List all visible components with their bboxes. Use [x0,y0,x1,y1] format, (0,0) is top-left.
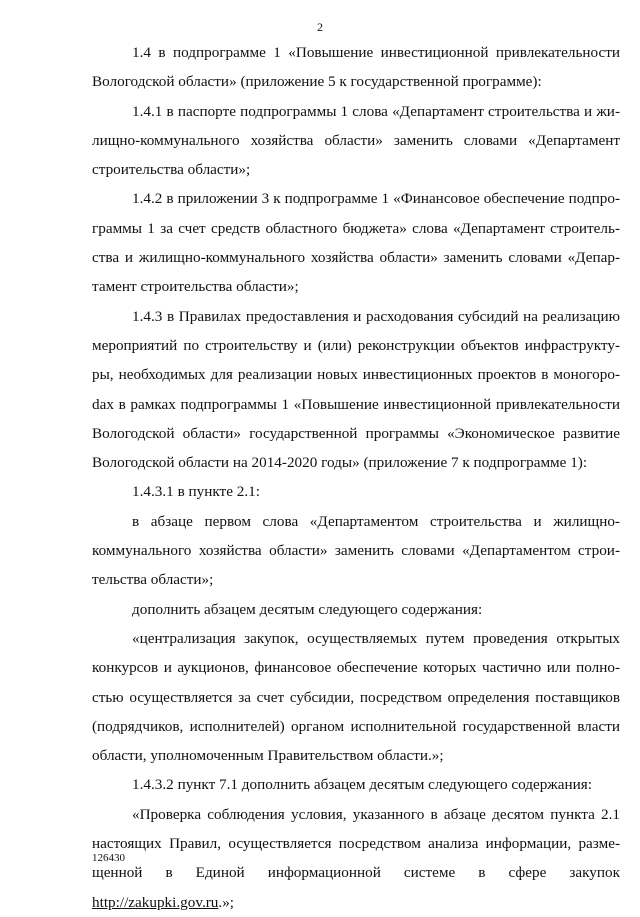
zakupki-link[interactable]: http://zakupki.gov.ru [92,893,219,911]
paragraph-centralization-quote: «централизация закупок, осуществляемых путем проведения открытых конкурсов и аукционов, финансовое обеспечение которых частично или полностью осуществляется за счет субсидии, посредством определения поставщиков (подрядчиков, исполнителей) органом исполнительной государственной власти области, уполномоченным Правительством области.»; [92,629,620,765]
verification-text: «Проверка соблюдения условия, указанного в абзаце десятом пункта 2.1 настоящих Правил, осуществляется посредством анализа информации, размещенной в Единой информационной системе в сфере закупок [92,805,620,882]
paragraph-1-4-1: 1.4.1 в паспорте подпрограммы 1 слова «Департамент строительства и жилищно-коммунального хозяйства области» заменить словами «Департамент строительства области»; [92,102,620,179]
document-code: 126430 [92,852,125,864]
document-body [92,38,620,917]
verification-text-end: .»; [218,893,235,911]
paragraph-first-abzac: в абзаце первом слова «Департаментом строительства и жилищно-коммунального хозяйства области» заменить словами «Департаментом строительства области»; [92,512,620,589]
paragraph-verification-quote [92,800,620,917]
paragraph-1-4-3-1: 1.4.3.1 в пункте 2.1: [132,483,260,501]
paragraph-1-4-2: 1.4.2 в приложении 3 к подпрограмме 1 «Финансовое обеспечение подпрограммы 1 за счет средств областного бюджета» слова «Департамент строительства и жилищно-коммунального хозяйства области» заменить словами «Департамент строительства области»; [92,190,620,296]
paragraph-1-4-3-2: 1.4.3.2 пункт 7.1 дополнить абзацем десятым следующего содержания: [132,776,593,794]
page-number: 2 [317,20,323,34]
paragraph-1-4: 1.4 в подпрограмме 1 «Повышение инвестиционной привлекательности Вологодской области» (приложение 5 к государственной программе): [92,44,620,91]
paragraph-1-4-3: 1.4.3 в Правилах предоставления и расходования субсидий на реализацию мероприятий по строительству и (или) реконструкции объектов инфраструктуры, необходимых для реализации новых инвестиционных проектов в моногороdах в рамках подпрограммы 1 «Повышение инвестиционной привлекательности Вологодской области» государственной программы «Экономическое развитие Вологодской области на 2014-2020 годы» (приложение 7 к подпрограмме 1): [92,307,620,472]
paragraph-add-tenth-abzac: дополнить абзацем десятым следующего содержания: [132,600,483,618]
